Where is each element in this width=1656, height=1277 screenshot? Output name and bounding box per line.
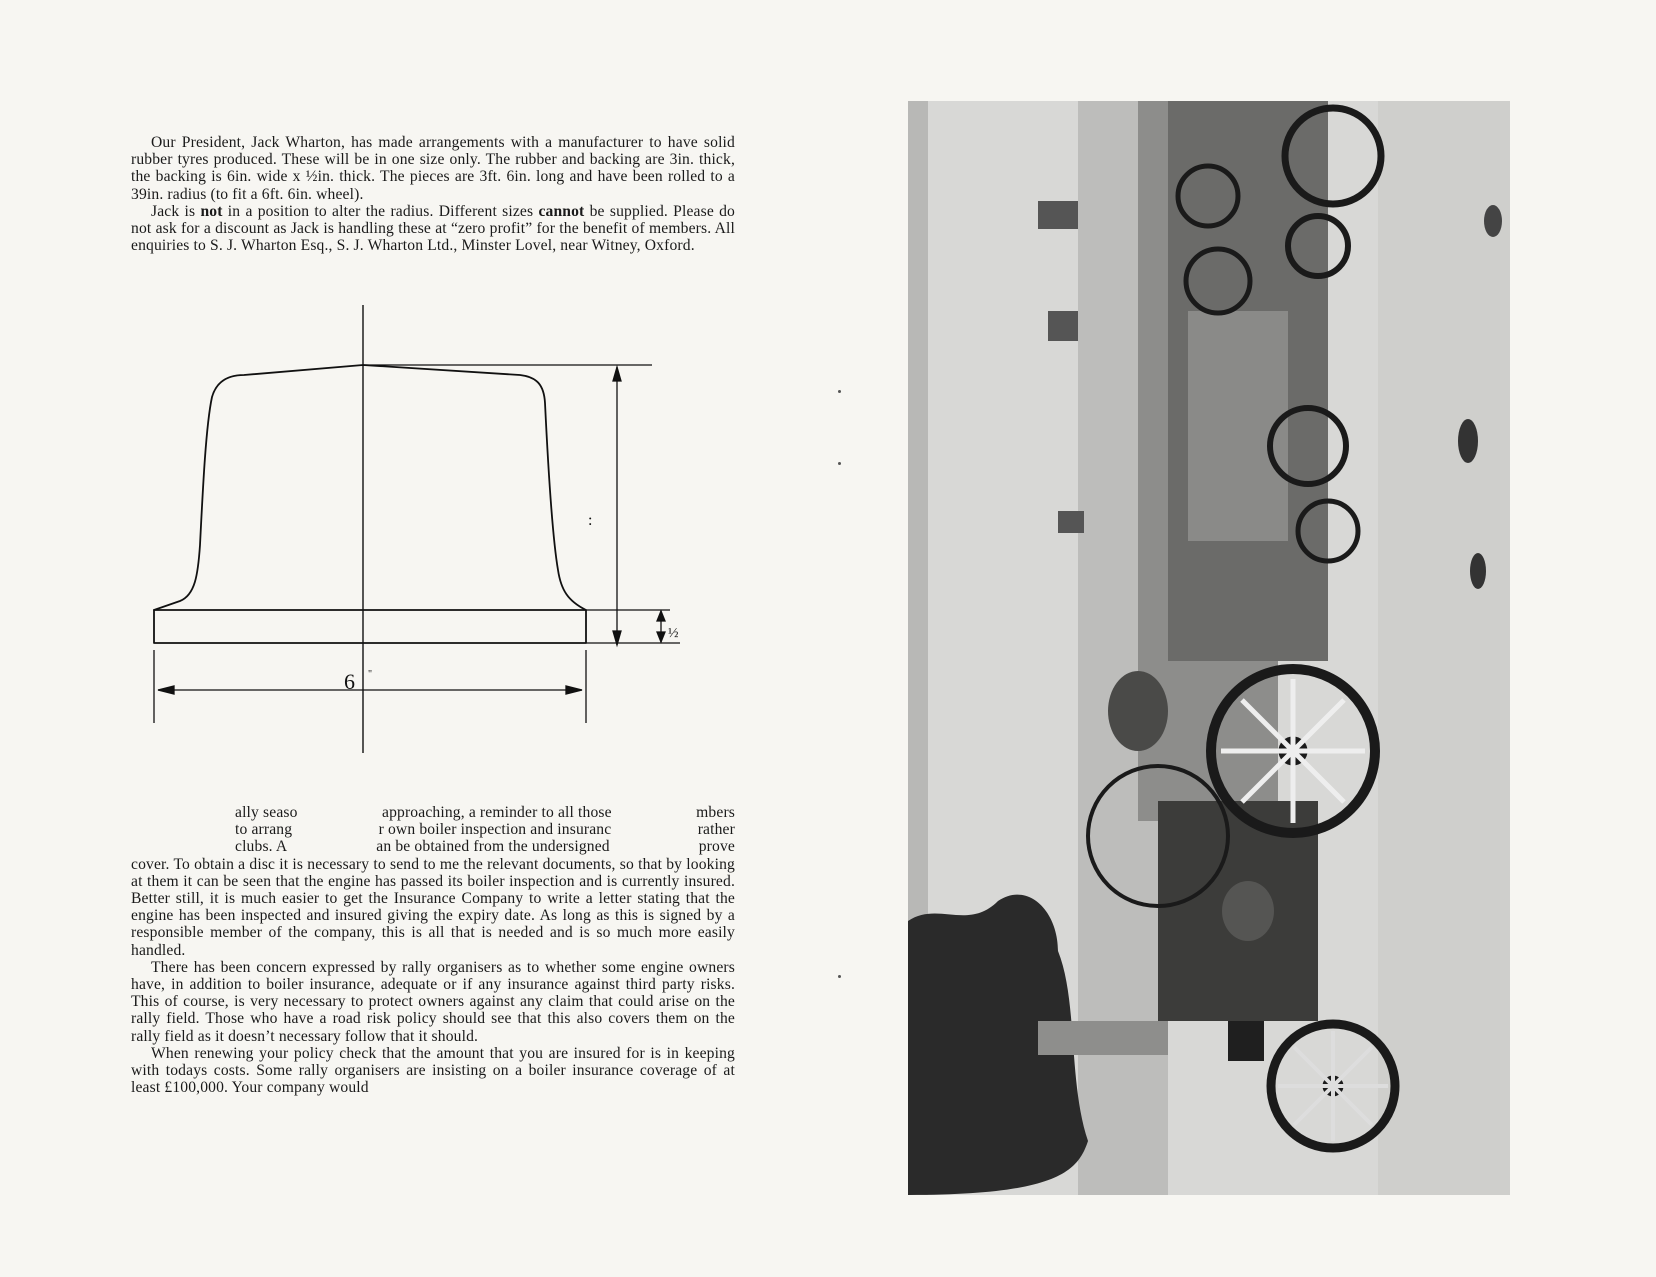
height-arrow-top: [613, 367, 621, 381]
width-arrow-right: [566, 686, 582, 694]
fragment: r own boiler inspection and insuranc: [378, 821, 612, 839]
fragment: mbers: [696, 804, 735, 821]
height-label: :: [588, 512, 593, 529]
insurance-paragraph-3: When renewing your policy check that the amount that you are insured for is in keeping with todays costs. Some rally organisers are insisting on a boiler insurance coverage of at least £100,000. Your company would: [131, 1044, 735, 1097]
backing-strip: [154, 610, 586, 643]
fragment: an be obtained from the undersigned: [376, 838, 610, 856]
backing-label: ½: [668, 626, 679, 641]
shadow-patch: [1470, 553, 1486, 589]
fragment: approaching, a reminder to all those: [382, 804, 612, 821]
person: [1108, 671, 1168, 751]
damaged-line-3: [131, 838, 735, 855]
damaged-line-1: [131, 804, 735, 821]
tyre-section-diagram: [140, 305, 720, 755]
width-mark: ": [368, 669, 373, 680]
backing-arrow-bottom: [657, 632, 665, 642]
shadow-patch: [1484, 205, 1502, 237]
page-speck: [838, 975, 841, 978]
fragment: clubs. A: [235, 838, 288, 856]
chimney: [1048, 311, 1078, 341]
fragment: to arrang: [235, 821, 293, 839]
emphasis-not: not: [200, 202, 223, 220]
boiler: [1038, 1021, 1168, 1055]
page-speck: [838, 462, 841, 465]
shadow-patch: [1458, 419, 1478, 463]
tyre-profile-outline: [154, 365, 586, 610]
tyres-p2-b: in a position to alter the radius. Different sizes: [222, 202, 539, 220]
chimney: [1038, 201, 1078, 229]
emphasis-cannot: cannot: [538, 202, 585, 220]
fragment: ally seaso: [235, 804, 298, 821]
fragment: rather: [697, 821, 735, 839]
chimney: [1058, 511, 1084, 533]
page-speck: [838, 390, 841, 393]
person: [1222, 881, 1274, 941]
tyres-paragraph-1: Our President, Jack Wharton, has made arrangements with a manufacturer to have solid rubber tyres produced. These will be in one size only. The rubber and backing are 3in. thick, the backing is 6in. wide x ½in. thick. The pieces are 3ft. 6in. long and have been rolled to a 39in. radius (to fit a 6ft. 6in. wheel).: [131, 134, 735, 203]
width-arrow-left: [158, 686, 174, 694]
backing-arrow-top: [657, 611, 665, 621]
tyres-article: [131, 134, 735, 254]
tyres-p2-a: Jack is: [151, 202, 201, 220]
insurance-paragraph-2: There has been concern expressed by rally organisers as to whether some engine owners have, in addition to boiler insurance, adequate or if any insurance against third party risks. This of course, is very necessary to protect owners against any claim that could arise on the rally field. Those who have a road risk policy should see that this also covers them on the rally field as it doesn’t necessary follow that it should.: [131, 958, 735, 1045]
tyres-paragraph-2: [131, 203, 735, 255]
width-label: 6: [344, 669, 355, 694]
insurance-article: [131, 804, 735, 1096]
insurance-paragraph-1: cover. To obtain a disc it is necessary to send to me the relevant documents, so that by looking at them it can be seen that the engine has passed its boiler inspection and is currently insured. Better still, it is much easier to get the Insurance Company to write a letter stating that the engine has been inspected and insured giving the expiry date. As long as this is signed by a responsible member of the company, this is all that is needed and is so much more easily handled.: [131, 855, 735, 959]
field: [1378, 101, 1510, 1195]
traction-engine-photo: [908, 101, 1510, 1195]
fragment: prove: [698, 838, 735, 856]
tyres-p2-c: be supplied. Please do not ask for a discount as Jack is handling these at “zero profit” for the benefit of members. All enquiries to S. J. Wharton Esq., S. J. Wharton Ltd., Minster Lovel, near Witney, Oxford.: [131, 202, 736, 255]
damaged-line-2: [131, 821, 735, 838]
